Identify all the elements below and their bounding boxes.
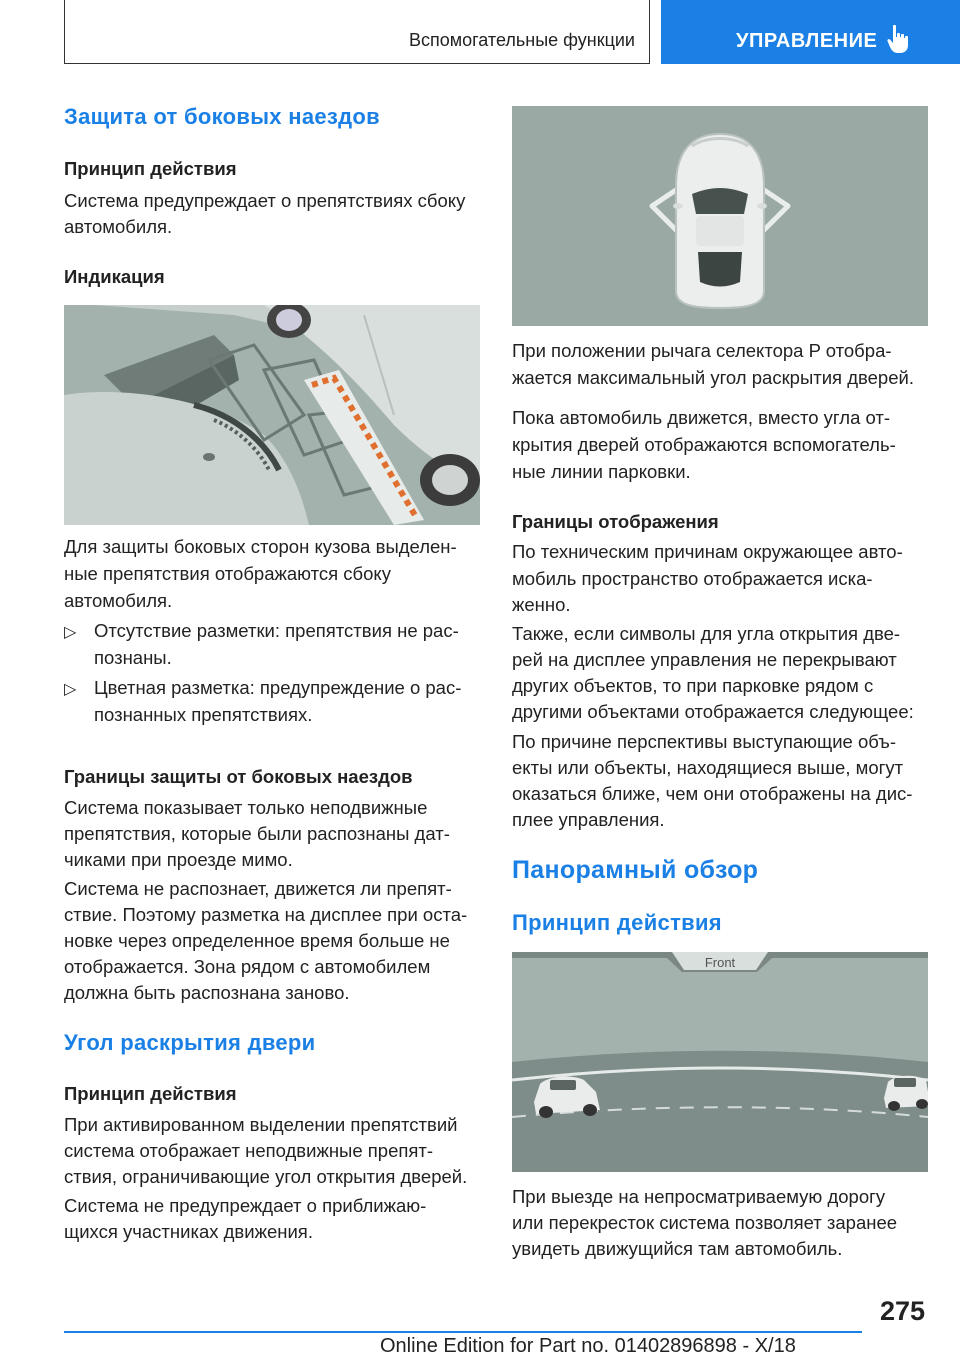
footer-edition: Online Edition for Part no. 01402896898 - X/18	[380, 1335, 796, 1357]
paragraph-line: должна быть распознана заново.	[64, 982, 350, 1003]
paragraph-line: чиками при проезде мимо.	[64, 849, 293, 870]
paragraph-line: отображается. Зона рядом с автомобилем	[64, 956, 431, 977]
paragraph-line: другими объектами отображается следующее:	[512, 701, 914, 722]
figure-panorama	[512, 952, 928, 1172]
paragraph-line: крытия дверей отображаются вспомогатель-	[512, 434, 896, 455]
bullet-text: Цветная разметка: предупреждение о рас-	[94, 677, 462, 698]
header-chapter-tab	[661, 0, 960, 64]
paragraph-line: По причине перспективы выступающие объ-	[512, 731, 896, 752]
heading-panorama: Панорамный обзор	[512, 856, 759, 884]
paragraph-line: автомобиля.	[64, 590, 173, 611]
paragraph-line: Для защиты боковых сторон кузова выделен-	[64, 536, 457, 557]
paragraph-line: система отображает неподвижные препят-	[64, 1140, 434, 1161]
figure-door-angle	[512, 106, 928, 326]
bullet-text: Отсутствие разметки: препятствия не рас-	[94, 620, 459, 641]
header-chapter-title: УПРАВЛЕНИЕ	[736, 30, 878, 52]
paragraph-line: увидеть движущийся там автомобиль.	[512, 1238, 843, 1259]
paragraph-line: других объектов, то при парковке рядом с	[512, 675, 874, 696]
paragraph-line: При положении рычага селектора P отобра-	[512, 340, 892, 361]
paragraph-line: или перекресток система позволяет заранее	[512, 1212, 898, 1233]
header-section-box	[64, 0, 650, 64]
subheading-indication: Индикация	[64, 266, 165, 287]
bullet-text: познаны.	[94, 647, 172, 668]
figure-door-angle-art	[512, 106, 928, 326]
paragraph-line: новке через определенное время больше не	[64, 930, 450, 951]
paragraph-line: Система не предупреждает о приближаю-	[64, 1195, 427, 1216]
page-number: 275	[880, 1296, 926, 1326]
heading-side-protection: Защита от боковых наездов	[64, 104, 380, 129]
paragraph-line: Также, если символы для угла открытия две-	[512, 623, 901, 644]
bullet-text: познанных препятствиях.	[94, 704, 313, 725]
heading-principle: Принцип действия	[512, 910, 722, 935]
paragraph-line: рей на дисплее управления не перекрывают	[512, 649, 897, 670]
paragraph-line: Система предупреждает о препятствиях сбоку	[64, 190, 466, 211]
heading-door-angle: Угол раскрытия двери	[64, 1030, 316, 1055]
paragraph-line: мобиль пространство отображается иска-	[512, 568, 873, 589]
paragraph-line: ствие. Поэтому разметка на дисплее при оста-	[64, 904, 468, 925]
paragraph-line: ствия, ограничивающие угол открытия дверей.	[64, 1166, 468, 1187]
subheading-display-limits: Границы отображения	[512, 511, 719, 532]
subheading-limits: Границы защиты от боковых наездов	[64, 766, 413, 787]
paragraph-line: жается максимальный угол раскрытия дверей.	[512, 367, 914, 388]
subheading-principle: Принцип действия	[64, 1083, 237, 1104]
paragraph-line: По техническим причинам окружающее авто-	[512, 541, 903, 562]
bullet-triangle-icon: ▷	[64, 681, 77, 698]
paragraph-line: ные линии парковки.	[512, 461, 691, 482]
hand-pointer-icon	[887, 24, 911, 54]
paragraph-line: плее управления.	[512, 809, 665, 830]
paragraph-line: При активированном выделении препятствий	[64, 1114, 458, 1135]
figure-side-protection	[64, 305, 480, 525]
paragraph-line: оказаться ближе, чем они отображены на дис-	[512, 783, 913, 804]
car-right	[884, 1076, 928, 1111]
paragraph-line: ные препятствия отображаются сбоку	[64, 563, 391, 584]
paragraph-line: При выезде на непросматриваемую дорогу	[512, 1186, 886, 1207]
bullet-triangle-icon: ▷	[64, 624, 77, 641]
paragraph-line: Пока автомобиль движется, вместо угла от-	[512, 407, 891, 428]
paragraph-line: женно.	[512, 594, 571, 615]
paragraph-line: щихся участниках движения.	[64, 1221, 313, 1242]
subheading-principle: Принцип действия	[64, 158, 237, 179]
header-section-title: Вспомогательные функции	[408, 30, 635, 50]
footer-divider	[64, 1331, 862, 1333]
paragraph-line: препятствия, которые были распознаны дат-	[64, 823, 450, 844]
front-label: Front	[704, 955, 736, 970]
paragraph-line: Система показывает только неподвижные	[64, 797, 428, 818]
figure-side-protection-art	[64, 305, 480, 525]
paragraph-line: автомобиля.	[64, 216, 173, 237]
paragraph-line: екты или объекты, находящиеся выше, могут	[512, 757, 904, 778]
paragraph-line: Система не распознает, движется ли препят-	[64, 878, 452, 899]
figure-panorama-art	[512, 952, 928, 1172]
